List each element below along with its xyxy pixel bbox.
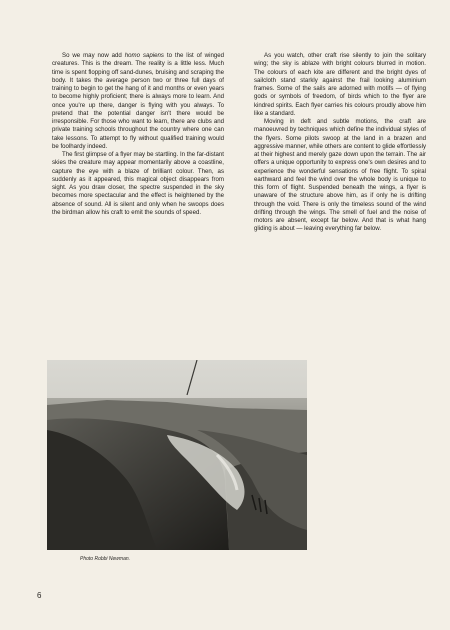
photo-caption: Photo Robbi Newman.	[80, 556, 131, 562]
right-column	[254, 52, 426, 234]
left-column	[52, 52, 224, 217]
paragraph-text: The first glimpse of a flyer may be startling. In the far-distant skies the creature may appear momentarily above a coastline, capture the eye with a blaze of brilliant colour. Then, as suddenly as it appeared, this magical object disappears from sight. As you draw closer, the spectre suspended in the sky becomes more spectacular and the effect is heightened by the absence of sound. All is silent and only when he swoops does the birdman allow his craft to emit the sounds of speed.	[52, 151, 224, 216]
paragraph	[52, 151, 224, 217]
paragraph-text: to the list of winged creatures. This is the dream. The reality is a little less. Much time is spent flopping off sand-dunes, bruising and scraping the body. It takes the average person two or three full days of training to begin to get the hang of it and months or even years to become highly proficient; there is always more to learn. And once you're up there, danger is flying with you always. To pretend that the potential danger isn't there would be irresponsible. For those who want to learn, there are clubs and private training schools throughout the country where one can take lessons. To attempt to fly without qualified training would be foolhardy indeed.	[52, 52, 224, 150]
paragraph: Moving in deft and subtle motions, the craft are manoeuvred by techniques which define the individual styles of the flyers. Some pilots swoop at the land in a brazen and aggressive manner, while others are content to glide effortlessly at their highest and merely gaze down upon the terrain. The air offers a unique opportunity to express one's own desires and to experience the wonderful sensations of free flight. To spiral earthward and feel the wind over the whole body is unique to this form of flight. Suspended beneath the wings, a flyer is unaware of the structure above him, as if only he is drifting through the void. There is only the timeless sound of the wind drifting through the wings. The smell of fuel and the noise of motors are absent, except far below. And that is what hang gliding is about — leaving everything far below.	[254, 118, 426, 233]
page-number: 6	[37, 591, 42, 600]
emphasis-text: homo sapiens	[124, 52, 164, 59]
photo-illustration	[47, 360, 307, 550]
coastline-photo	[47, 360, 307, 550]
paragraph-text: So we may now add	[62, 52, 125, 59]
paragraph: As you watch, other craft rise silently to join the solitary wing; the sky is ablaze with bright colours blurred in motion. The colours of each kite are different and the bright dyes of sailcloth stand starkly against the frail looking aluminium frames. Some of the sails are adorned with motifs — of flying gods or symbols of freedom, of birds which to the flyer are kindred spirits. Each flyer carries his colours proudly above him like a standard.	[254, 52, 426, 117]
paragraph	[52, 52, 224, 151]
